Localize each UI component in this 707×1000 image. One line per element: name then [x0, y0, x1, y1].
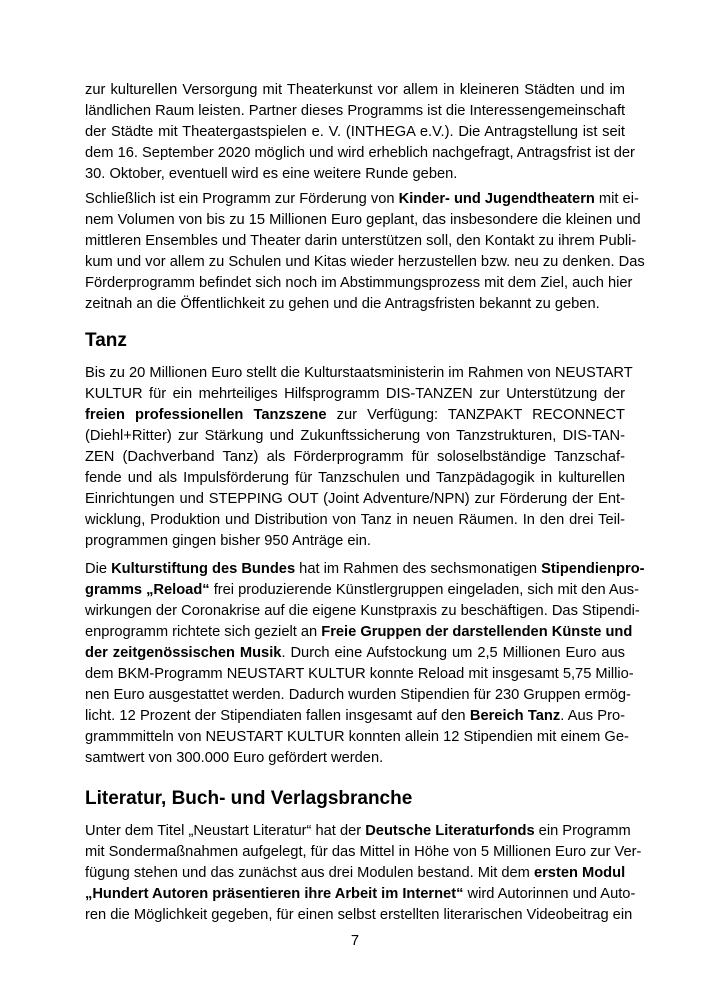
text-line: zeitnah an die Öffentlichkeit zu gehen und die Antragsfristen bekannt zu geben. [85, 296, 600, 312]
text-line: ländlichen Raum leisten. Partner dieses Programms ist die Interessengemeinschaft [85, 103, 626, 119]
para-theaterkunst [85, 80, 635, 185]
text-line: licht. 12 Prozent der Stipendiaten fallen insgesamt auf den Bereich Tanz. Aus Pro- [85, 708, 625, 724]
text-line: ren die Möglichkeit gegeben, für einen selbst erstellten literarischen Videobeitrag ein [85, 907, 633, 923]
text-line: wirkungen der Coronakrise auf die eigene Kunstpraxis zu beschäftigen. Das Stipendi- [85, 603, 640, 619]
text-line: wicklung, Produktion und Distribution von Tanz in neuen Räumen. In den drei Teil- [85, 512, 625, 528]
text-line: fende und als Impulsförderung für Tanzschulen und Tanzpädagogik in kulturellen [85, 470, 625, 486]
text-line: Die Kulturstiftung des Bundes hat im Rahmen des sechsmonatigen Stipendienpro- [85, 561, 645, 577]
text-line: ZEN (Dachverband Tanz) als Förderprogramm für soloselbständige Tanzschaf- [85, 449, 625, 465]
text-line: nem Volumen von bis zu 15 Millionen Euro geplant, das insbesondere die kleinen und [85, 212, 641, 228]
text-line: der Städte mit Theatergastspielen e. V. (INTHEGA e.V.). Die Antragstellung ist seit [85, 124, 625, 140]
text-line: enprogramm richtete sich gezielt an Freie Gruppen der darstellenden Künste und [85, 624, 633, 640]
text-line: Förderprogramm befindet sich noch im Abstimmungsprozess mit dem Ziel, auch hier [85, 275, 633, 291]
text-line: mit Sondermaßnahmen aufgelegt, für das Mittel in Höhe von 5 Millionen Euro zur Ver- [85, 844, 642, 860]
page-number: 7 [350, 933, 360, 949]
text-line: (Diehl+Ritter) zur Stärkung und Zukunftssicherung von Tanzstrukturen, DIS-TAN- [85, 428, 625, 444]
text-line: Unter dem Titel „Neustart Literatur“ hat der Deutsche Literaturfonds ein Programm [85, 823, 631, 839]
text-line: der zeitgenössischen Musik. Durch eine Aufstockung um 2,5 Millionen Euro aus [85, 645, 625, 661]
heading-literatur: Literatur, Buch- und Verlagsbranche [85, 788, 413, 809]
text-line: mittleren Ensembles und Theater darin unterstützen soll, den Kontakt zu ihrem Publi- [85, 233, 637, 249]
text-line: kum und vor allem zu Schulen und Kitas wieder herzustellen bzw. neu zu denken. Das [85, 254, 645, 270]
text-line: zur kulturellen Versorgung mit Theaterkunst vor allem in kleineren Städten und im [85, 82, 625, 98]
text-line: Einrichtungen und STEPPING OUT (Joint Adventure/NPN) zur Förderung der Ent- [85, 491, 625, 507]
text-line: 30. Oktober, eventuell wird es eine weitere Runde geben. [85, 166, 458, 182]
para-kinder-jugendtheater [85, 189, 645, 315]
para-neustart-literatur [85, 821, 642, 926]
text-line: samtwert von 300.000 Euro gefördert werden. [85, 750, 384, 766]
text-line: „Hundert Autoren präsentieren ihre Arbeit im Internet“ wird Autorinnen und Auto- [85, 886, 636, 902]
text-line: KULTUR für ein mehrteiliges Hilfsprogramm DIS-TANZEN zur Unterstützung der [85, 386, 625, 402]
text-line: dem 16. September 2020 möglich und wird erheblich nachgefragt, Antragsfrist ist der [85, 145, 635, 161]
text-line: Bis zu 20 Millionen Euro stellt die Kulturstaatsministerin im Rahmen von NEUSTART [85, 365, 633, 381]
para-kulturstiftung [85, 559, 645, 769]
text-line: gramms „Reload“ frei produzierende Künstlergruppen eingeladen, sich mit den Aus- [85, 582, 639, 598]
para-dis-tanzen [85, 363, 633, 552]
text-line: grammmitteln von NEUSTART KULTUR konnten allein 12 Stipendien mit einem Ge- [85, 729, 629, 745]
text-line: programmen gingen bisher 950 Anträge ein. [85, 533, 371, 549]
text-line: dem BKM-Programm NEUSTART KULTUR konnte Reload mit insgesamt 5,75 Millio- [85, 666, 634, 682]
text-line: nen Euro ausgestattet werden. Dadurch wurden Stipendien für 230 Gruppen ermög- [85, 687, 631, 703]
text-line: Schließlich ist ein Programm zur Förderung von Kinder- und Jugendtheatern mit ei- [85, 191, 639, 207]
text-line: freien professionellen Tanzszene zur Verfügung: TANZPAKT RECONNECT [85, 407, 625, 423]
heading-tanz: Tanz [85, 330, 127, 351]
text-line: fügung stehen und das zunächst aus drei Modulen bestand. Mit dem ersten Modul [85, 865, 626, 881]
